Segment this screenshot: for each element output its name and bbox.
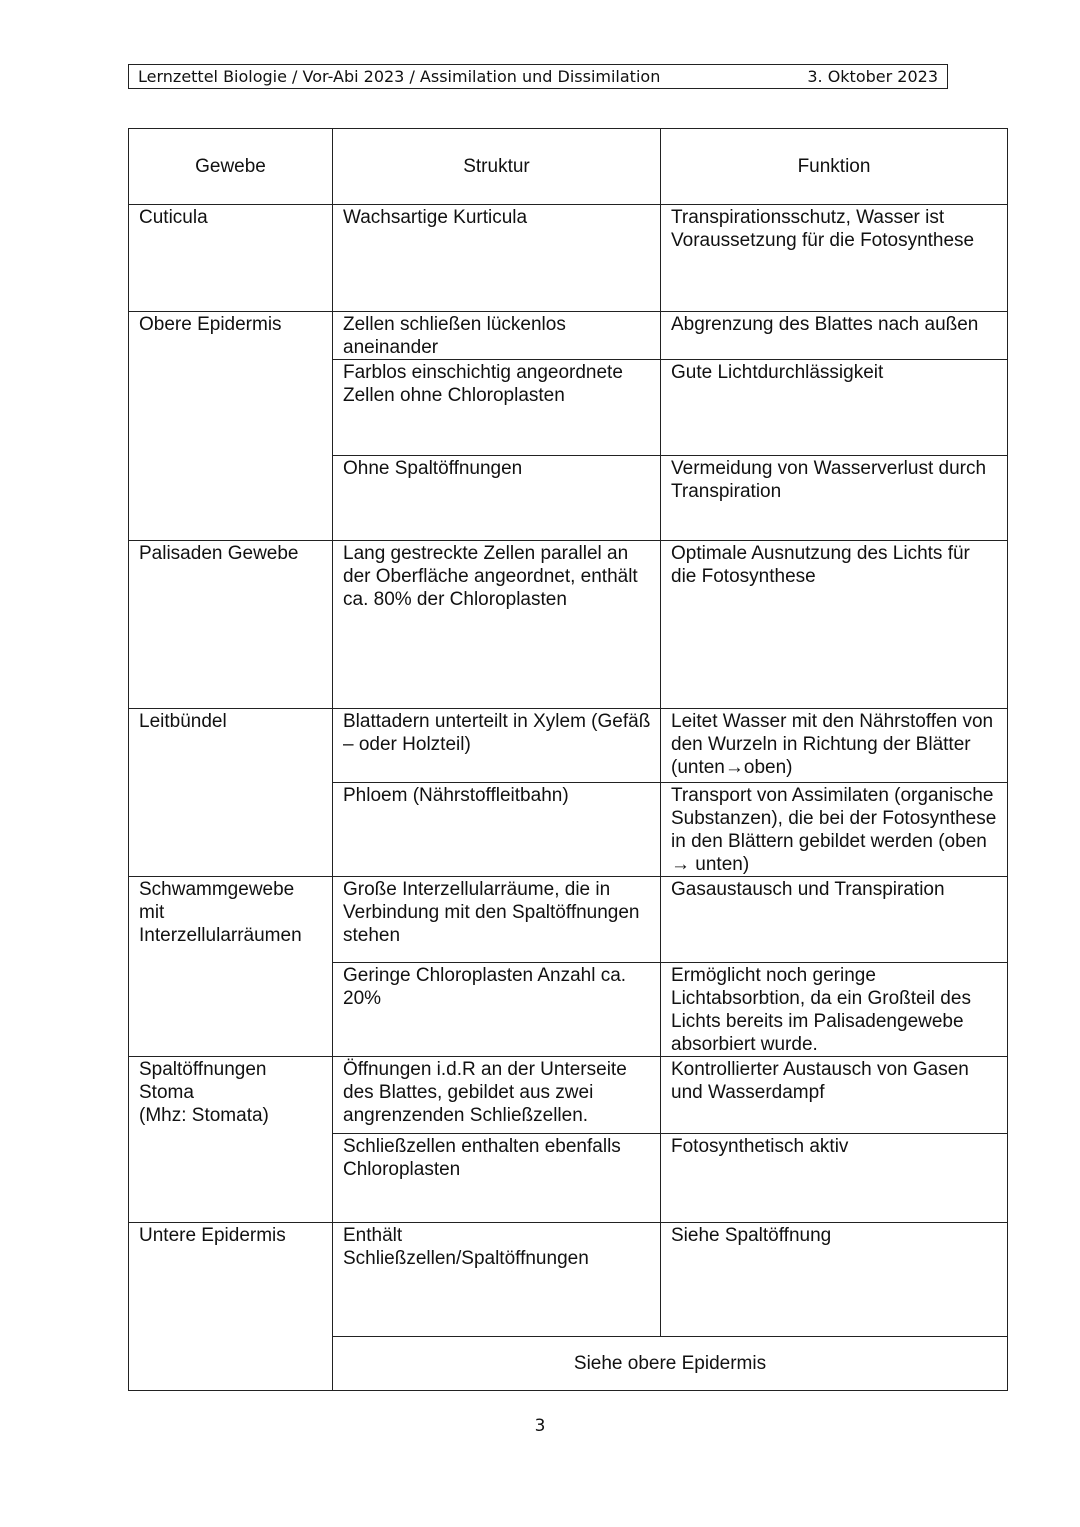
struktur-cell: Lang gestreckte Zellen parallel an der Oberfläche angeordnet, enthält ca. 80% der Chloroplasten bbox=[333, 541, 661, 709]
gewebe-line: Spaltöffnungen bbox=[139, 1059, 267, 1080]
struktur-cell: Wachsartige Kurticula bbox=[333, 205, 661, 312]
funktion-cell: Ermöglicht noch geringe Lichtabsorbtion, da ein Großteil des Lichts bereits im Palisadengewebe absorbiert wurde. bbox=[661, 963, 1008, 1057]
struktur-cell: Phloem (Nährstoffleitbahn) bbox=[333, 783, 661, 877]
funktion-cell: Kontrollierter Austausch von Gasen und Wasserdampf bbox=[661, 1057, 1008, 1134]
struktur-line: Schließzellen/Spaltöffnungen bbox=[343, 1248, 589, 1269]
struktur-cell: Öffnungen i.d.R an der Unterseite des Blattes, gebildet aus zwei angrenzenden Schließzellen. bbox=[333, 1057, 661, 1134]
struktur-cell: Farblos einschichtig angeordnete Zellen ohne Chloroplasten bbox=[333, 360, 661, 456]
document-header bbox=[128, 64, 948, 89]
merged-note-cell: Siehe obere Epidermis bbox=[333, 1337, 1008, 1391]
table-row bbox=[129, 205, 1008, 312]
struktur-cell: Zellen schließen lückenlos aneinander bbox=[333, 312, 661, 360]
gewebe-cell bbox=[129, 1057, 333, 1223]
header-date: 3. Oktober 2023 bbox=[807, 67, 938, 86]
struktur-line: Enthält bbox=[343, 1225, 403, 1246]
struktur-cell: Schließzellen enthalten ebenfalls Chloroplasten bbox=[333, 1134, 661, 1223]
gewebe-cell: Cuticula bbox=[129, 205, 333, 312]
struktur-cell: Geringe Chloroplasten Anzahl ca. 20% bbox=[333, 963, 661, 1057]
gewebe-cell: Palisaden Gewebe bbox=[129, 541, 333, 709]
struktur-cell: Ohne Spaltöffnungen bbox=[333, 456, 661, 541]
column-header-struktur: Struktur bbox=[333, 129, 661, 205]
column-header-gewebe: Gewebe bbox=[129, 129, 333, 205]
funktion-cell: Abgrenzung des Blattes nach außen bbox=[661, 312, 1008, 360]
struktur-cell: Große Interzellularräume, die in Verbindung mit den Spaltöffnungen stehen bbox=[333, 877, 661, 963]
table-row bbox=[129, 541, 1008, 709]
gewebe-cell: Leitbündel bbox=[129, 709, 333, 877]
table-row bbox=[129, 1057, 1008, 1134]
funktion-cell: Leitet Wasser mit den Nährstoffen von den Wurzeln in Richtung der Blätter (unten→oben) bbox=[661, 709, 1008, 783]
funktion-cell: Transport von Assimilaten (organische Substanzen), die bei der Fotosynthese in den Blättern gebildet werden (oben → unten) bbox=[661, 783, 1008, 877]
column-header-funktion: Funktion bbox=[661, 129, 1008, 205]
gewebe-line: (Mhz: Stomata) bbox=[139, 1105, 269, 1126]
funktion-cell: Optimale Ausnutzung des Lichts für die Fotosynthese bbox=[661, 541, 1008, 709]
funktion-cell: Gute Lichtdurchlässigkeit bbox=[661, 360, 1008, 456]
struktur-cell bbox=[333, 1223, 661, 1337]
gewebe-cell: Obere Epidermis bbox=[129, 312, 333, 541]
gewebe-cell: Untere Epidermis bbox=[129, 1223, 333, 1391]
gewebe-line: Stoma bbox=[139, 1082, 194, 1103]
funktion-cell: Fotosynthetisch aktiv bbox=[661, 1134, 1008, 1223]
table-row bbox=[129, 312, 1008, 360]
funktion-cell: Siehe Spaltöffnung bbox=[661, 1223, 1008, 1337]
header-title: Lernzettel Biologie / Vor-Abi 2023 / Assimilation und Dissimilation bbox=[138, 67, 661, 86]
table-row bbox=[129, 1223, 1008, 1337]
funktion-cell: Vermeidung von Wasserverlust durch Transpiration bbox=[661, 456, 1008, 541]
funktion-cell: Transpirationsschutz, Wasser ist Voraussetzung für die Fotosynthese bbox=[661, 205, 1008, 312]
struktur-cell: Blattadern unterteilt in Xylem (Gefäß – oder Holzteil) bbox=[333, 709, 661, 783]
tissue-table bbox=[128, 128, 1008, 1391]
table-row bbox=[129, 709, 1008, 783]
table-row bbox=[129, 877, 1008, 963]
gewebe-cell: Schwammgewebe mit Interzellularräumen bbox=[129, 877, 333, 1057]
page-number: 3 bbox=[534, 1416, 546, 1436]
funktion-cell: Gasaustausch und Transpiration bbox=[661, 877, 1008, 963]
table-header-row bbox=[129, 129, 1008, 205]
